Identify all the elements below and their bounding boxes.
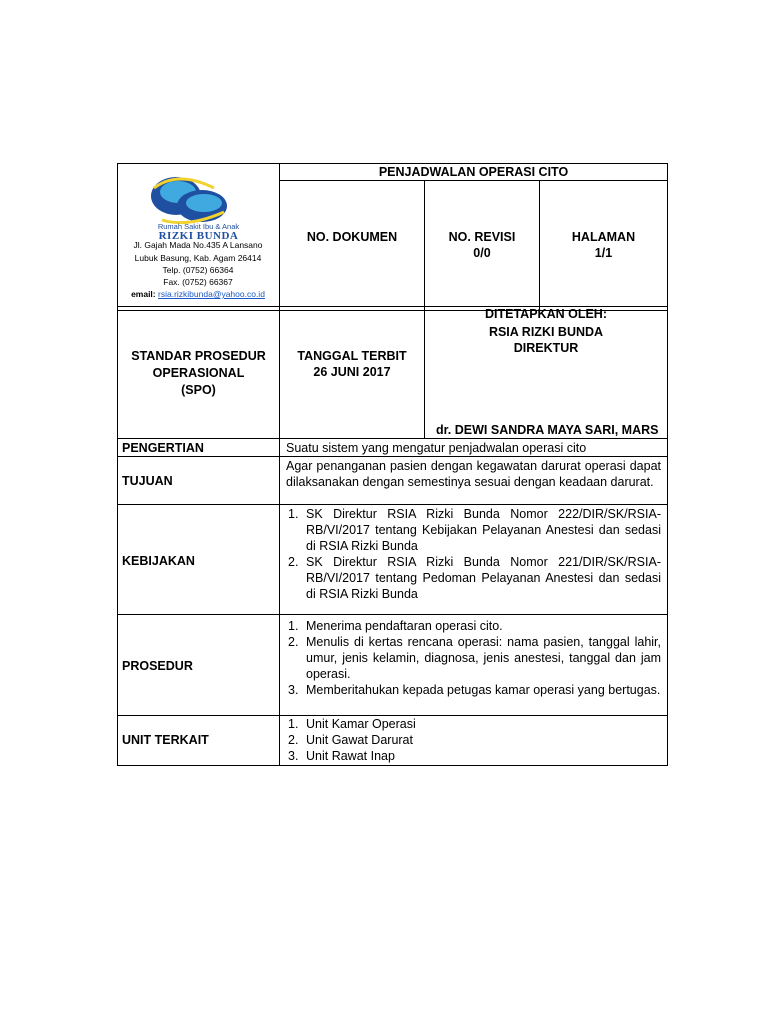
kebijakan-list (284, 506, 661, 602)
unit-terkait-items (284, 716, 661, 764)
document-title: PENJADWALAN OPERASI CITO (378, 165, 569, 179)
frame-bottom (117, 765, 668, 766)
kebijakan-items (284, 506, 661, 602)
prosedur-label: PROSEDUR (122, 659, 193, 673)
halaman-value: 1/1 (594, 246, 613, 260)
row-rule-kebijakan (117, 614, 668, 615)
tanggal-terbit-label: TANGGAL TERBIT (297, 349, 407, 363)
signatory-name: dr. DEWI SANDRA MAYA SARI, MARS (436, 423, 659, 437)
list-item: 2. SK Direktur RSIA Rizki Bunda Nomor 221/DIR/SK/RSIA-RB/VI/2017 tentang Pedoman Pelayanan Anestesi dan sedasi di RSIA Rizki Bunda (288, 555, 661, 601)
row-rule-spo (117, 438, 668, 439)
logo-col-rule (279, 163, 280, 766)
tujuan-label: TUJUAN (122, 474, 173, 488)
ditetapkan-oleh: DITETAPKAN OLEH: (485, 307, 607, 321)
list-item: 2. Unit Gawat Darurat (288, 733, 413, 747)
list-item: 2. Menulis di kertas rencana operasi: nama pasien, tanggal lahir, umur, jenis kelamin, diagnosa, jenis anestesi, tanggal dan jam operasi. (288, 635, 661, 681)
unit-terkait-label: UNIT TERKAIT (122, 733, 209, 747)
spo-title-line-2: OPERASIONAL (152, 366, 245, 380)
email-line (118, 289, 278, 300)
unit-terkait-list (284, 716, 661, 764)
logo-name: RIZKI BUNDA (158, 230, 239, 242)
spo-title-line-1: STANDAR PROSEDUR (131, 349, 266, 363)
address-line-1: Jl. Gajah Mada No.435 A Lansano (133, 240, 263, 250)
ditetapkan-position: DIREKTUR (513, 341, 579, 355)
list-item: 1. Menerima pendaftaran operasi cito. (288, 619, 503, 633)
pengertian-label: PENGERTIAN (122, 441, 204, 455)
list-item: 1. SK Direktur RSIA Rizki Bunda Nomor 222/DIR/SK/RSIA-RB/VI/2017 tentang Kebijakan Pelayanan Anestesi dan sedasi di RSIA Rizki Bunda (288, 507, 661, 553)
address-line-2: Lubuk Basung, Kab. Agam 26414 (134, 253, 262, 263)
row-rule-tujuan (117, 504, 668, 505)
no-revisi-label: NO. REVISI (448, 230, 516, 244)
pengertian-text: Suatu sistem yang mengatur penjadwalan operasi cito (286, 441, 587, 455)
ditetapkan-institution: RSIA RIZKI BUNDA (488, 325, 604, 339)
prosedur-items (284, 618, 661, 698)
row-rule-pengertian (117, 456, 668, 457)
list-item: 1. Unit Kamar Operasi (288, 717, 416, 731)
prosedur-list (284, 618, 661, 698)
tanggal-terbit-value: 26 JUNI 2017 (313, 365, 391, 379)
email-label: email: (131, 289, 156, 299)
phone-line: Telp. (0752) 66364 (162, 265, 234, 275)
email-link[interactable]: rsia.rizkibunda@yahoo.co.id (158, 289, 265, 299)
kebijakan-label: KEBIJAKAN (122, 554, 195, 568)
hospital-logo-icon (118, 168, 279, 230)
list-item: 3. Unit Rawat Inap (288, 749, 395, 763)
spo-title-line-3: (SPO) (181, 383, 216, 397)
frame-right (667, 163, 668, 766)
logo-caption: Rumah Sakit Ibu & Anak (157, 222, 240, 231)
halaman-label: HALAMAN (571, 230, 636, 244)
title-rule (279, 180, 667, 181)
no-revisi-value: 0/0 (473, 246, 491, 260)
tujuan-text: Agar penanganan pasien dengan kegawatan darurat operasi dapat dilaksanakan dengan semestinya sesuai dengan keadaan darurat. (286, 459, 661, 489)
fax-line: Fax. (0752) 66367 (163, 277, 233, 287)
no-dokumen-label: NO. DOKUMEN (306, 230, 398, 244)
list-item: 3. Memberitahukan kepada petugas kamar operasi yang bertugas. (288, 683, 661, 697)
